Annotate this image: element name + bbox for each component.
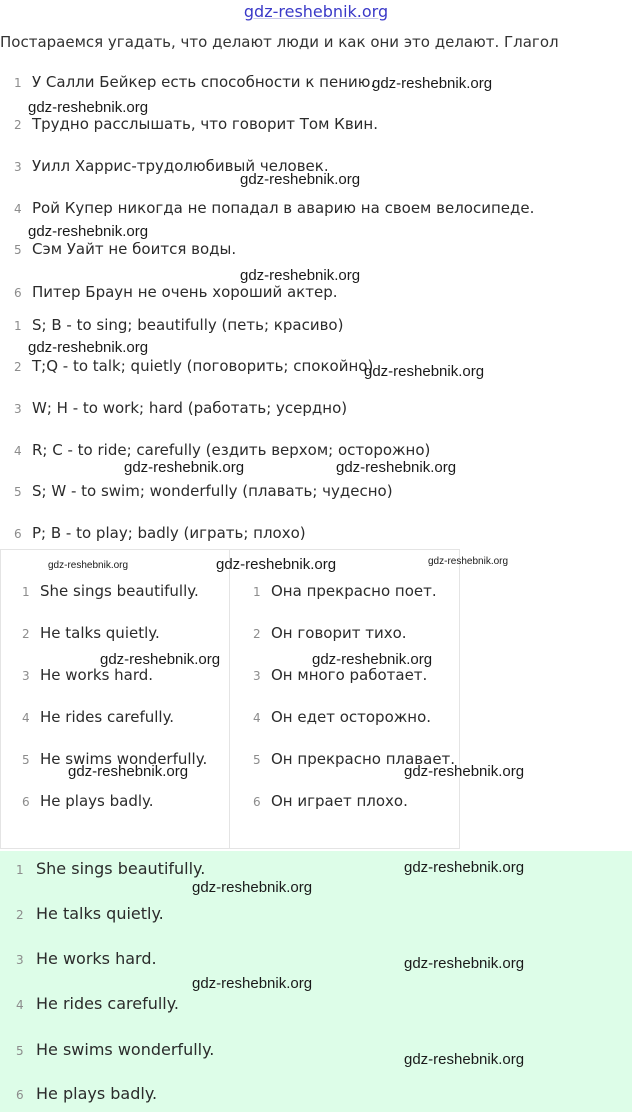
answer-1 [16,859,205,878]
watermark: gdz-reshebnik.org [240,267,361,284]
item-number: 4 [14,444,22,458]
pair-text: W; H - to work; hard (работать; усердно) [32,399,348,417]
item-number: 6 [253,795,261,809]
table-en-1 [22,582,199,600]
pair-text: S; B - to sing; beautifully (петь; красиво) [32,316,344,334]
ru-sentence-2 [14,115,378,133]
item-number: 4 [253,711,261,725]
watermark: gdz-reshebnik.org [124,459,245,476]
watermark: gdz-reshebnik.org [28,223,149,240]
watermark: gdz-reshebnik.org [28,99,149,116]
answer-text: He talks quietly. [36,904,164,923]
item-number: 5 [14,243,22,257]
item-number: 4 [22,711,30,725]
pair-text: S; W - to swim; wonderfully (плавать; чудесно) [32,482,393,500]
cell-text: Он едет осторожно. [271,708,432,726]
answer-2 [16,904,164,923]
verb-pair-5 [14,482,393,500]
table-ru-6 [253,792,408,810]
cell-text: She sings beautifully. [40,582,199,600]
site-header[interactable]: gdz-reshebnik.org [243,2,389,21]
watermark: gdz-reshebnik.org [28,339,149,356]
answer-text: He works hard. [36,949,157,968]
verb-pair-2 [14,357,373,375]
verb-pair-6 [14,524,306,542]
watermark: gdz-reshebnik.org [312,651,433,668]
watermark: gdz-reshebnik.org [372,75,493,92]
answer-text: He swims wonderfully. [36,1040,215,1059]
cell-text: Он говорит тихо. [271,624,407,642]
watermark: gdz-reshebnik.org [100,651,221,668]
answer-4 [16,994,179,1013]
sentence-text: Трудно расслышать, что говорит Том Квин. [32,115,378,133]
item-number: 1 [16,863,24,877]
table-ru-4 [253,708,431,726]
sentence-text: Рой Купер никогда не попадал в аварию на своем велосипеде. [32,199,535,217]
cell-text: Он играет плохо. [271,792,408,810]
pair-text: R; C - to ride; carefully (ездить верхом; осторожно) [32,441,431,459]
cell-text: He plays badly. [40,792,154,810]
watermark: gdz-reshebnik.org [428,556,509,567]
answer-3 [16,949,157,968]
answer-text: He plays badly. [36,1084,158,1103]
item-number: 3 [14,160,22,174]
item-number: 5 [22,753,30,767]
watermark: gdz-reshebnik.org [364,363,485,380]
item-number: 1 [14,76,22,90]
answer-6 [16,1084,157,1103]
pair-text: P; B - to play; badly (играть; плохо) [32,524,306,542]
verb-pair-1 [14,316,343,334]
answer-5 [16,1040,214,1059]
item-number: 2 [14,360,22,374]
item-number: 3 [22,669,30,683]
item-number: 4 [16,998,24,1012]
item-number: 1 [14,319,22,333]
answer-text: He rides carefully. [36,994,180,1013]
watermark: gdz-reshebnik.org [240,171,361,188]
intro-text: Постараемся угадать, что делают люди и как они это делают. Глагол [0,33,559,51]
table-en-3 [22,666,153,684]
table-en-4 [22,708,174,726]
watermark: gdz-reshebnik.org [404,955,525,972]
item-number: 5 [16,1044,24,1058]
watermark: gdz-reshebnik.org [404,859,525,876]
verb-pair-3 [14,399,347,417]
cell-text: He talks quietly. [40,624,160,642]
item-number: 6 [22,795,30,809]
item-number: 2 [253,627,261,641]
ru-sentence-4 [14,199,534,217]
item-number: 2 [14,118,22,132]
item-number: 1 [253,585,261,599]
item-number: 4 [14,202,22,216]
answer-box [0,851,632,1112]
ru-sentence-5 [14,240,236,258]
sentence-text: Уилл Харрис-трудолюбивый человек. [32,157,329,175]
item-number: 2 [16,908,24,922]
item-number: 1 [22,585,30,599]
cell-text: He rides carefully. [40,708,175,726]
watermark: gdz-reshebnik.org [336,459,457,476]
cell-text: He swims wonderfully. [40,750,208,768]
verb-pair-4 [14,441,430,459]
ru-sentence-1 [14,73,375,91]
sentence-text: Сэм Уайт не боится воды. [32,240,237,258]
watermark: gdz-reshebnik.org [404,1051,525,1068]
item-number: 2 [22,627,30,641]
table-divider [229,549,230,849]
cell-text: Он прекрасно плавает. [271,750,456,768]
table-en-6 [22,792,154,810]
pair-text: T;Q - to talk; quietly (поговорить; спокойно) [32,357,374,375]
ru-sentence-6 [14,283,337,301]
cell-text: Она прекрасно поет. [271,582,437,600]
watermark: gdz-reshebnik.org [404,763,525,780]
item-number: 6 [14,527,22,541]
item-number: 5 [253,753,261,767]
item-number: 3 [14,402,22,416]
sentence-text: Питер Браун не очень хороший актер. [32,283,338,301]
item-number: 6 [16,1088,24,1102]
cell-text: Он много работает. [271,666,428,684]
watermark: gdz-reshebnik.org [192,975,313,992]
cell-text: He works hard. [40,666,154,684]
watermark: gdz-reshebnik.org [216,556,337,573]
watermark: gdz-reshebnik.org [48,560,129,571]
answer-text: She sings beautifully. [36,859,206,878]
watermark: gdz-reshebnik.org [192,879,313,896]
watermark: gdz-reshebnik.org [68,763,189,780]
item-number: 3 [16,953,24,967]
table-ru-2 [253,624,407,642]
item-number: 6 [14,286,22,300]
table-en-2 [22,624,160,642]
table-ru-3 [253,666,427,684]
sentence-text: У Салли Бейкер есть способности к пению. [32,73,376,91]
table-ru-1 [253,582,437,600]
item-number: 5 [14,485,22,499]
item-number: 3 [253,669,261,683]
